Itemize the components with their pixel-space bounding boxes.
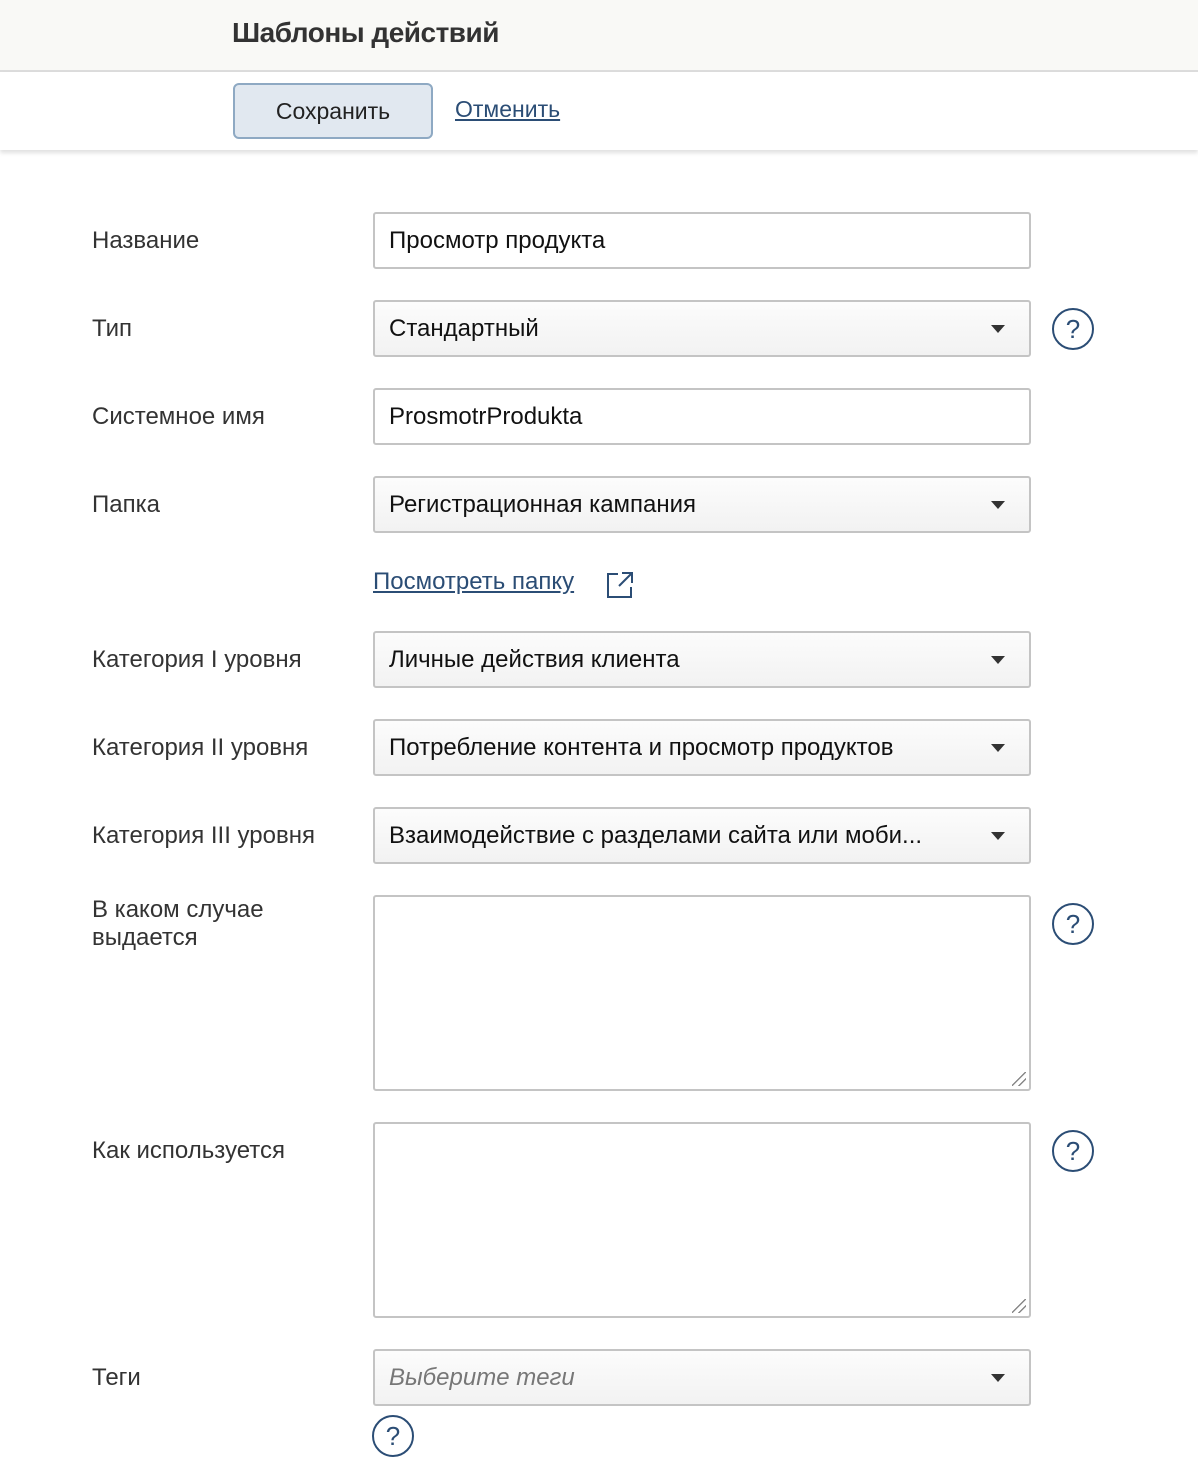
how-used-textarea[interactable] [373,1122,1031,1318]
resize-handle[interactable] [1012,1299,1026,1313]
type-select[interactable] [373,300,1031,357]
system-name-input[interactable]: ProsmotrProdukta [373,388,1031,445]
chevron-down-icon [991,1374,1005,1382]
chevron-down-icon [991,656,1005,664]
page-title: Шаблоны действий [232,17,499,48]
help-icon[interactable]: ? [1052,308,1094,350]
chevron-down-icon [991,832,1005,840]
category3-value: Взаимодействие с разделами сайта или моби... [389,822,923,849]
type-label: Тип [92,315,133,342]
help-icon[interactable]: ? [372,1415,414,1457]
help-icon[interactable]: ? [1052,1130,1094,1172]
how-used-label: Как используется [92,1137,285,1164]
external-link-icon[interactable] [606,571,634,599]
chevron-down-icon [991,744,1005,752]
category2-select[interactable] [373,719,1031,776]
tags-label: Теги [92,1364,141,1391]
page-header [0,0,1198,72]
cancel-link[interactable]: Отменить [455,96,561,122]
category2-label: Категория II уровня [92,734,309,761]
view-folder-link[interactable]: Посмотреть папку [373,568,575,595]
resize-handle[interactable] [1012,1072,1026,1086]
help-icon[interactable]: ? [1052,903,1094,945]
category2-value: Потребление контента и просмотр продуктов [389,734,894,761]
category1-select[interactable] [373,631,1031,688]
chevron-down-icon [991,501,1005,509]
tags-placeholder: Выберите теги [389,1364,575,1391]
tags-select[interactable] [373,1349,1031,1406]
folder-label: Папка [92,491,160,518]
category3-select[interactable] [373,807,1031,864]
toolbar [0,72,1198,150]
category3-label: Категория III уровня [92,822,315,849]
when-issued-textarea[interactable] [373,895,1031,1091]
category1-value: Личные действия клиента [389,646,680,673]
system-name-label: Системное имя [92,403,265,430]
folder-value: Регистрационная кампания [389,491,697,518]
name-input[interactable]: Просмотр продукта [373,212,1031,269]
name-label: Название [92,227,200,254]
save-button[interactable]: Сохранить [233,83,433,139]
folder-select[interactable] [373,476,1031,533]
category1-label: Категория I уровня [92,646,302,673]
type-value: Стандартный [389,315,539,342]
when-issued-label: В каком случае выдается [92,896,264,951]
chevron-down-icon [991,325,1005,333]
